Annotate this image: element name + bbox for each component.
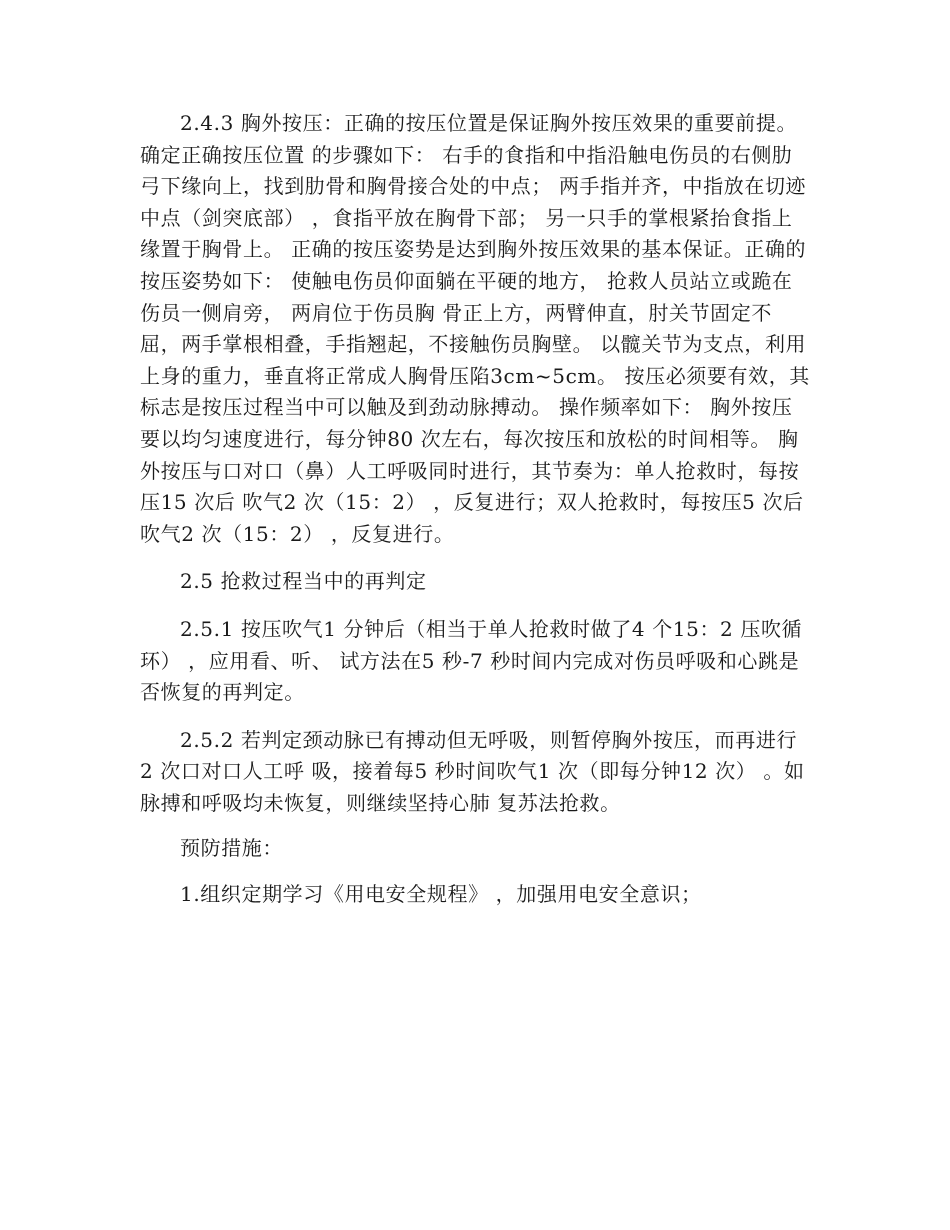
paragraph-2-5-1: 2.5.1 按压吹气1 分钟后（相当于单人抢救时做了4 个15：2 压吹循环） ，应用看、听、 试方法在5 秒-7 秒时间内完成对伤员呼吸和心跳是否恢复的再判定。 bbox=[140, 616, 803, 705]
list-item-prevention-1: 1.组织定期学习《用电安全规程》 ，加强用电安全意识； bbox=[180, 882, 702, 907]
heading-prevention: 预防措施： bbox=[180, 836, 283, 861]
heading-rejudgment: 2.5 抢救过程当中的再判定 bbox=[180, 569, 427, 594]
document-body bbox=[140, 108, 810, 911]
paragraph-chest-compression: 2.4.3 胸外按压：正确的按压位置是保证胸外按压效果的重要前提。确定正确按压位置 的步骤如下： 右手的食指和中指沿触电伤员的右侧肋弓下缘向上，找到肋骨和胸骨接合处的中点； 两手指并齐，中指放在切迹中点（剑突底部） ，食指平放在胸骨下部； 另一只手的掌根紧抬食指上缘置于胸骨上。 正确的按压姿势是达到胸外按压效果的基本保证。正确的按压姿势如下： 使触电伤员仰面躺在平硬的地方， 抢救人员站立或跪在伤员一侧肩旁， 两肩位于伤员胸 骨正上方，两臂伸直，肘关节固定不屈，两手掌根相叠，手指翘起，不接触伤员胸壁。 以髋关节为支点，利用上身的重力，垂直将正常成人胸骨压陷3cm~5cm。 按压必须要有效，其标志是按压过程当中可以触及到劲动脉搏动。 操作频率如下： 胸外按压要以均匀速度进行，每分钟80 次左右，每次按压和放松的时间相等。 胸外按压与口对口（鼻）人工呼吸同时进行，其节奏为：单人抢救时，每按压15 次后 吹气2 次（15：2） ，反复进行；双人抢救时，每按压5 次后吹气2 次（15：2） ，反复进行。 bbox=[140, 111, 810, 546]
paragraph-2-5-2: 2.5.2 若判定颈动脉已有搏动但无呼吸，则暂停胸外按压，而再进行2 次口对口人工呼 吸，接着每5 秒时间吹气1 次（即每分钟12 次） 。如脉搏和呼吸均未恢复，则继续坚持心肺 复苏法抢救。 bbox=[140, 727, 805, 815]
